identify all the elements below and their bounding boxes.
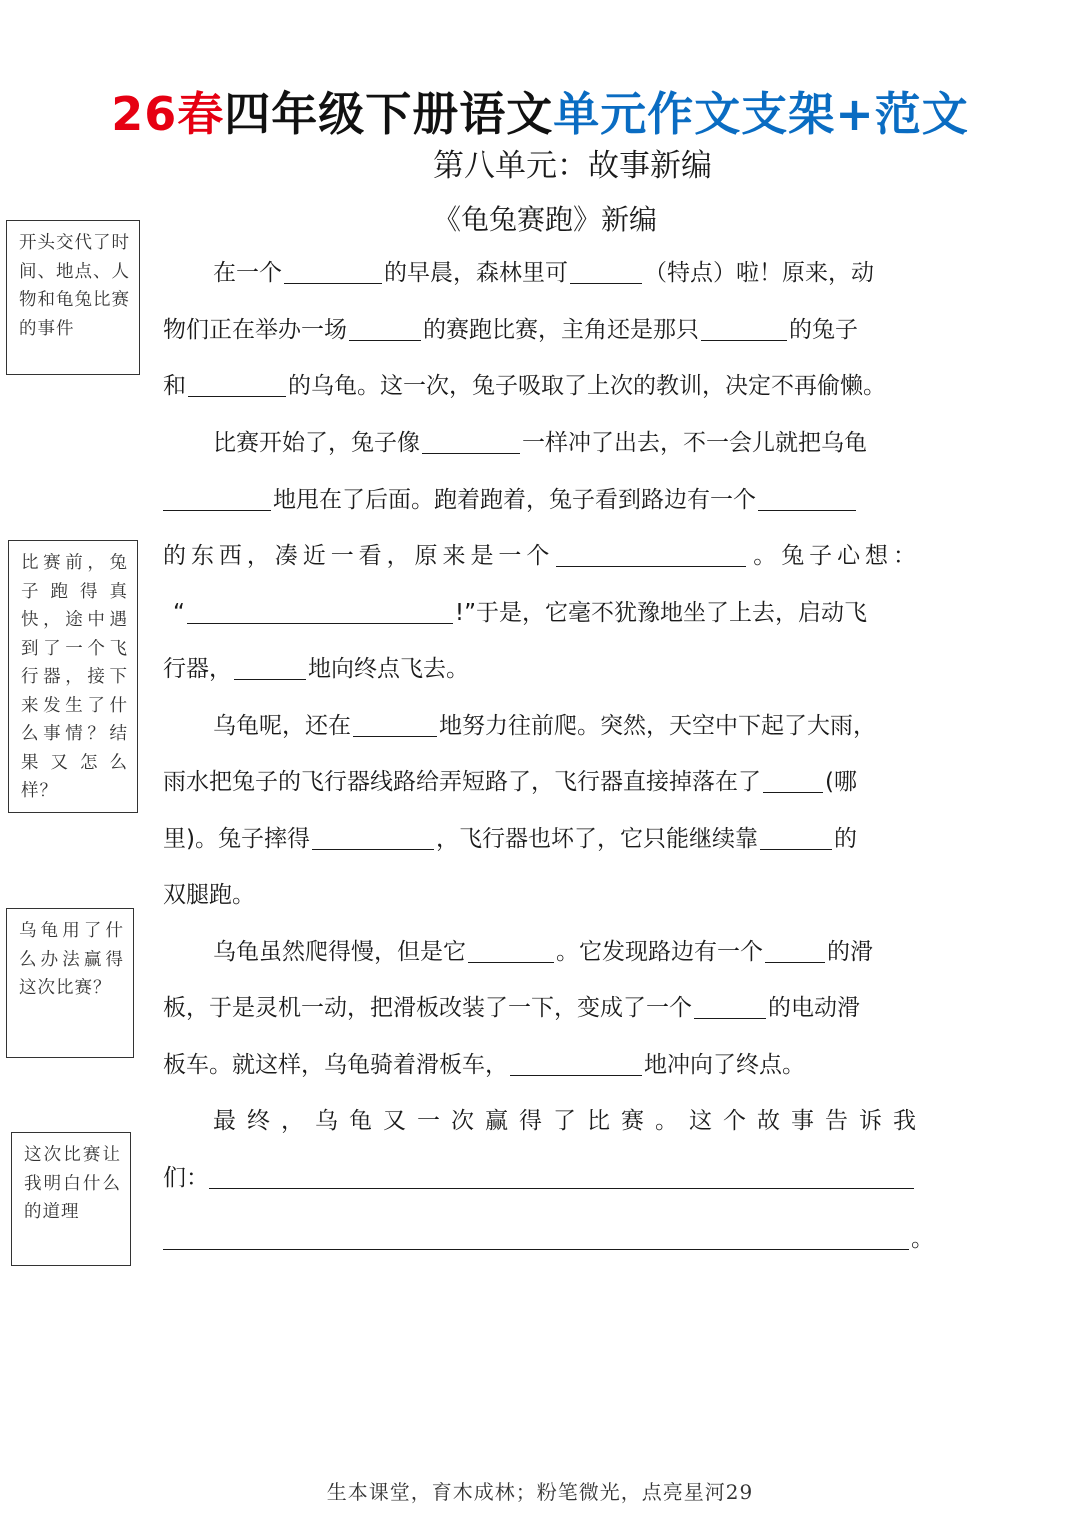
essay-title: 《龟兔赛跑》新编 bbox=[432, 203, 657, 236]
essay-line-12: 双腿跑。 bbox=[163, 882, 255, 908]
side-note-lesson: 这次比赛让我明白什么的道理 bbox=[11, 1132, 131, 1266]
essay-line-10: 雨水把兔子的飞行器线路给弄短路了，飞行器直接掉落在了 (哪 bbox=[163, 762, 857, 802]
fill-blank[interactable] bbox=[187, 597, 453, 624]
fill-blank[interactable] bbox=[556, 540, 746, 567]
essay-line-13: 乌龟虽然爬得慢，但是它 。它发现路边有一个 的滑 bbox=[213, 932, 873, 972]
fill-blank[interactable] bbox=[760, 823, 832, 850]
fill-blank[interactable] bbox=[701, 314, 787, 341]
fill-blank[interactable] bbox=[570, 257, 642, 284]
essay-line-11: 里)。兔子摔得 ，飞行器也坏了，它只能继续靠 的 bbox=[163, 819, 857, 859]
fill-blank[interactable] bbox=[353, 710, 437, 737]
fill-blank[interactable] bbox=[510, 1049, 642, 1076]
fill-blank[interactable] bbox=[694, 992, 766, 1019]
essay-line-3: 和 的乌龟。这一次，兔子吸取了上次的教训，决定不再偷懒。 bbox=[163, 366, 886, 406]
fill-blank[interactable] bbox=[163, 484, 271, 511]
fill-blank[interactable] bbox=[312, 823, 434, 850]
essay-line-5: 地甩在了后面。跑着跑着，兔子看到路边有一个 bbox=[163, 480, 858, 520]
fill-blank[interactable] bbox=[758, 484, 856, 511]
page-footer: 生本课堂，育木成林；粉笔微光，点亮星河29 bbox=[326, 1480, 754, 1504]
essay-line-6: 的东西，凑近一看，原来是一个 。兔子心想： bbox=[163, 536, 916, 576]
essay-line-2: 物们正在举办一场 的赛跑比赛，主角还是那只 的兔子 bbox=[163, 310, 858, 350]
fill-blank[interactable] bbox=[163, 1223, 909, 1250]
essay-line-4: 比赛开始了，兔子像 一样冲了出去，不一会儿就把乌龟 bbox=[213, 423, 867, 463]
essay-line-9: 乌龟呢，还在 地努力往前爬。突然，天空中下起了大雨， bbox=[213, 706, 876, 746]
essay-line-18: 。 bbox=[163, 1219, 934, 1259]
fill-blank[interactable] bbox=[209, 1162, 914, 1189]
essay-line-16: 最终，乌龟又一次赢得了比赛。这个故事告诉我 bbox=[213, 1108, 916, 1134]
fill-blank[interactable] bbox=[284, 257, 382, 284]
fill-blank[interactable] bbox=[349, 314, 421, 341]
side-note-opening: 开头交代了时间、地点、人物和龟兔比赛的事件 bbox=[6, 220, 140, 375]
essay-line-15: 板车。就这样，乌龟骑着滑板车， 地冲向了终点。 bbox=[163, 1045, 805, 1085]
fill-blank[interactable] bbox=[763, 766, 823, 793]
title-red-part: 26春 bbox=[111, 87, 225, 141]
essay-line-7: “ !”于是，它毫不犹豫地坐了上去，启动飞 bbox=[163, 593, 867, 633]
fill-blank[interactable] bbox=[188, 370, 286, 397]
essay-line-1: 在一个 的早晨，森林里可 （特点）啦！原来，动 bbox=[213, 253, 874, 293]
unit-title: 第八单元：故事新编 bbox=[433, 148, 712, 184]
fill-blank[interactable] bbox=[234, 653, 306, 680]
side-note-turtle: 乌龟用了什么办法赢得这次比赛？ bbox=[6, 908, 134, 1058]
fill-blank[interactable] bbox=[422, 427, 520, 454]
title-black-part: 四年级下册语文 bbox=[224, 87, 554, 141]
fill-blank[interactable] bbox=[765, 936, 825, 963]
fill-blank[interactable] bbox=[468, 936, 554, 963]
essay-line-17: 们： bbox=[163, 1158, 916, 1198]
side-note-rabbit: 比赛前，兔子跑得真快，途中遇到了一个飞行器，接下来发生了什么事情？结果又怎么样？ bbox=[8, 540, 138, 813]
page-title bbox=[0, 78, 1080, 144]
essay-line-8: 行器， 地向终点飞去。 bbox=[163, 649, 469, 689]
essay-line-14: 板，于是灵机一动，把滑板改装了一下，变成了一个 的电动滑 bbox=[163, 988, 860, 1028]
title-blue-part: 单元作文支架+范文 bbox=[553, 87, 969, 141]
